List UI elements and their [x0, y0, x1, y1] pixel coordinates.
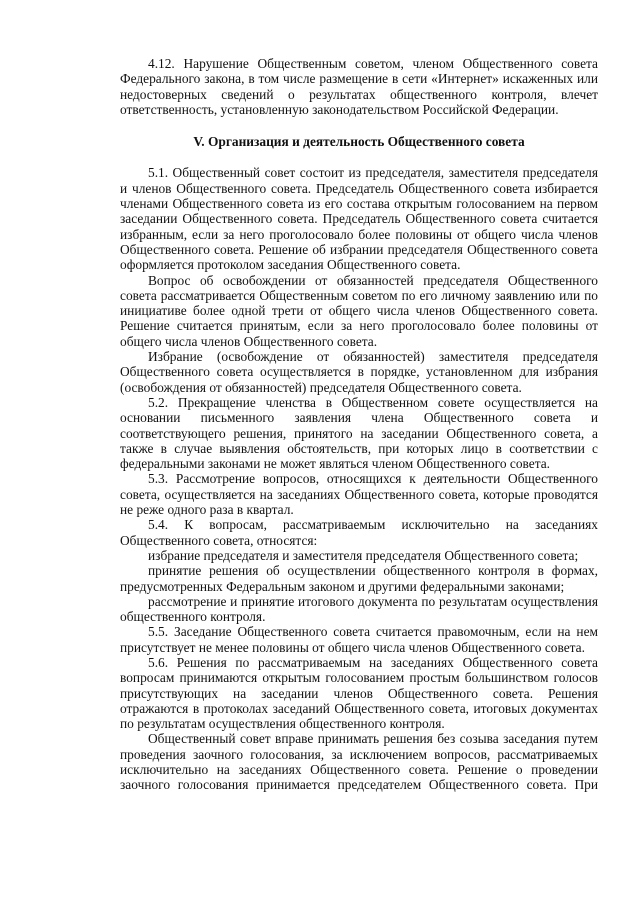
paragraph-5-1: 5.1. Общественный совет состоит из председателя, заместителя председателя и членов Общественного совета. Председатель Общественного совета избирается членами Общественного совета из его состава открытым голосованием на первом заседании Общественного совета. Председатель Общественного совета считается избранным, если за него проголосовало более половины от общего числа членов Общественного совета. Решение об избрании председателя Общественного совета оформляется протоколом заседания Общественного совета. [120, 165, 598, 273]
paragraph-5-4: 5.4. К вопросам, рассматриваемым исключительно на заседаниях Общественного совета, относятся: [120, 517, 598, 548]
list-item-final-document: рассмотрение и принятие итогового документа по результатам осуществления общественного контроля. [120, 593, 598, 625]
paragraph-5-6: 5.6. Решения по рассматриваемым на заседаниях Общественного совета вопросам принимаются открытым голосованием простым большинством голосов присутствующих на заседании членов Общественного совета. Решения отражаются в протоколах заседаний Общественного совета, итоговых документах по результатам осуществления общественного контроля. [120, 654, 598, 732]
list-item-control-decision: принятие решения об осуществлении общественного контроля в формах, предусмотренных Федеральным законом и другими федеральными законами; [120, 563, 598, 594]
list-item-election: избрание председателя и заместителя председателя Общественного совета; [148, 547, 579, 563]
paragraph-5-5: 5.5. Заседание Общественного совета считается правомочным, если на нем присутствует не менее половины от общего числа членов Общественного совета. [120, 624, 598, 655]
section-heading: V. Организация и деятельность Общественного совета [193, 134, 525, 150]
paragraph-5-3: 5.3. Рассмотрение вопросов, относящихся к деятельности Общественного совета, осуществляется на заседаниях Общественного совета, которые проводятся не реже одного раза в квартал. [120, 471, 598, 518]
paragraph-5-2: 5.2. Прекращение членства в Общественном совете осуществляется на основании письменного заявления члена Общественного совета и соответствующего решения, принятого на заседании Общественного совета, а также в случае выявления обстоятельств, при которых лицо в соответствии с федеральными законами не может являться членом Общественного совета. [120, 394, 598, 472]
paragraph-4-12: 4.12. Нарушение Общественным советом, членом Общественного совета Федерального закона, в том числе размещение в сети «Интернет» искаженных или недостоверных сведений о результатах общественного контроля, влечет ответственность, установленную законодательством Российской Федерации. [120, 56, 598, 117]
paragraph-deputy-election: Избрание (освобождение от обязанностей) заместителя председателя Общественного совета осуществляется в порядке, установленном для избрания (освобождения от обязанностей) председателя Общественного совета. [120, 349, 598, 395]
paragraph-absentee-voting: Общественный совет вправе принимать решения без созыва заседания путем проведения заочного голосования, за исключением вопросов, рассматриваемых исключительно на заседаниях Общественного совета. Решение о проведении заочного голосования принимается председателем Общественного совета. При [120, 731, 598, 793]
paragraph-chairman-release: Вопрос об освобождении от обязанностей председателя Общественного совета рассматривается Общественным советом по его личному заявлению или по инициативе более одной трети от общего числа членов Общественного совета. Решение считается принятым, если за него проголосовало более половины от общего числа членов Общественного совета. [120, 272, 598, 349]
